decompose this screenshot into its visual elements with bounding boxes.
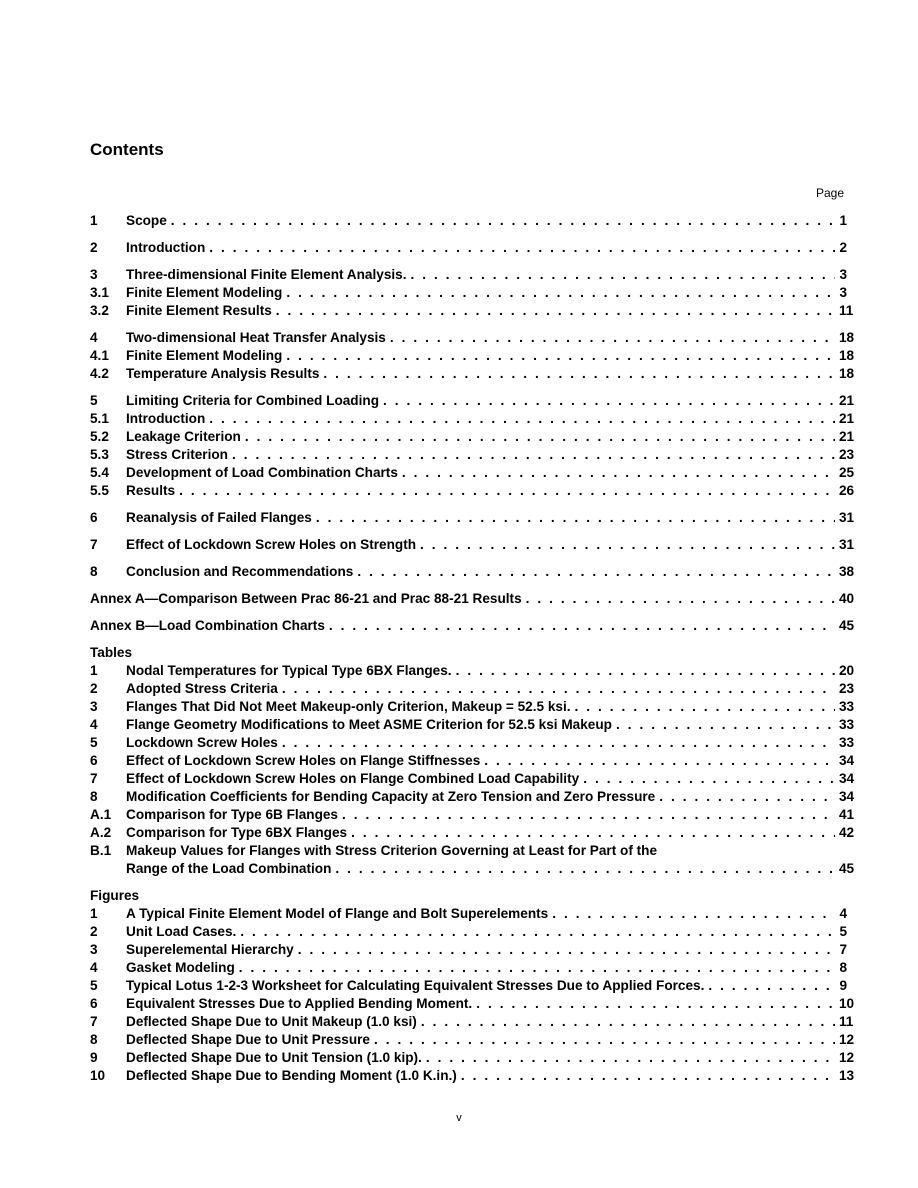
entry-title: Effect of Lockdown Screw Holes on Flange Combined Load Capability xyxy=(126,771,580,786)
toc-entry[interactable] xyxy=(90,239,847,257)
entry-title: Finite Element Results xyxy=(126,303,272,318)
toc-entry[interactable] xyxy=(90,365,855,383)
figure-entry[interactable] xyxy=(90,905,847,923)
entry-number: 3.1 xyxy=(90,285,109,300)
entry-title: Three-dimensional Finite Element Analysis. xyxy=(126,267,407,282)
entry-number: B.1 xyxy=(90,843,112,858)
toc-entry[interactable] xyxy=(90,563,855,581)
table-entry[interactable] xyxy=(90,842,847,860)
entry-page: 40 xyxy=(839,591,855,606)
entry-number: 4 xyxy=(90,960,98,975)
entry-number: 1 xyxy=(90,663,98,678)
entry-page: 23 xyxy=(839,447,855,462)
entry-title: Scope xyxy=(126,213,167,228)
dot-leader xyxy=(316,509,835,527)
entry-number: A.1 xyxy=(90,807,112,822)
toc-entry[interactable] xyxy=(90,509,855,527)
dot-leader xyxy=(209,239,835,257)
entry-number: 5 xyxy=(90,735,98,750)
entry-number: 5.1 xyxy=(90,411,109,426)
entry-title: Effect of Lockdown Screw Holes on Flange Stiffnesses xyxy=(126,753,481,768)
entry-number: 5 xyxy=(90,393,98,408)
dot-leader xyxy=(421,1013,835,1031)
entry-number: 5.5 xyxy=(90,483,109,498)
table-entry[interactable] xyxy=(90,662,855,680)
entry-title: Effect of Lockdown Screw Holes on Strength xyxy=(126,537,417,552)
figure-entry[interactable] xyxy=(90,977,847,995)
entry-number: 7 xyxy=(90,537,98,552)
figure-entry[interactable] xyxy=(90,1013,854,1031)
entry-page: 18 xyxy=(839,366,855,381)
toc-entry[interactable] xyxy=(90,464,855,482)
entry-page: 11 xyxy=(839,1014,854,1029)
entry-page: 34 xyxy=(839,771,855,786)
figures-heading: Figures xyxy=(90,888,140,903)
table-entry[interactable] xyxy=(90,680,855,698)
entry-page: 34 xyxy=(839,789,855,804)
toc-entry-annex-a[interactable] xyxy=(90,590,855,608)
entry-title: Equivalent Stresses Due to Applied Bending Moment. xyxy=(126,996,473,1011)
table-entry[interactable] xyxy=(90,752,855,770)
entry-title: Deflected Shape Due to Unit Makeup (1.0 ksi) xyxy=(126,1014,417,1029)
entry-title: Results xyxy=(126,483,176,498)
table-entry[interactable] xyxy=(90,770,855,788)
table-entry[interactable] xyxy=(90,824,855,842)
entry-title: Adopted Stress Criteria xyxy=(126,681,278,696)
entry-title: Makeup Values for Flanges with Stress Criterion Governing at Least for Part of the xyxy=(126,843,658,858)
entry-number: 8 xyxy=(90,789,98,804)
entry-page: 13 xyxy=(839,1068,855,1083)
entry-title: Deflected Shape Due to Unit Tension (1.0 kip). xyxy=(126,1050,422,1065)
entry-title: Two-dimensional Heat Transfer Analysis xyxy=(126,330,386,345)
dot-leader xyxy=(342,806,835,824)
table-of-contents xyxy=(90,212,855,1085)
entry-title: Annex B—Load Combination Charts xyxy=(90,618,325,633)
dot-leader xyxy=(616,716,835,734)
entry-title: Unit Load Cases. xyxy=(126,924,237,939)
dot-leader xyxy=(411,266,835,284)
entry-page: 42 xyxy=(839,825,855,840)
entry-page: 26 xyxy=(839,483,855,498)
entry-page: 23 xyxy=(839,681,855,696)
dot-leader xyxy=(245,428,835,446)
entry-title: Reanalysis of Failed Flanges xyxy=(126,510,312,525)
entry-title-continuation: Range of the Load Combination xyxy=(126,861,332,876)
entry-title: Development of Load Combination Charts xyxy=(126,465,398,480)
entry-page: 41 xyxy=(839,807,855,822)
entry-number: 3.2 xyxy=(90,303,109,318)
entry-title: Annex A—Comparison Between Prac 86-21 and Prac 88-21 Results xyxy=(90,591,522,606)
entry-title: Flange Geometry Modifications to Meet ASME Criterion for 52.5 ksi Makeup xyxy=(126,717,612,732)
page-column-label: Page xyxy=(816,186,845,200)
dot-leader xyxy=(329,617,835,635)
entry-number: 8 xyxy=(90,564,98,579)
entry-title: Finite Element Modeling xyxy=(126,285,283,300)
dot-leader xyxy=(461,1067,835,1085)
entry-page: 45 xyxy=(839,861,855,876)
entry-page: 18 xyxy=(839,348,855,363)
page-folio: v xyxy=(456,1112,462,1124)
dot-leader xyxy=(583,770,835,788)
page-title: Contents xyxy=(90,140,164,159)
entry-page: 33 xyxy=(839,717,855,732)
toc-entry[interactable] xyxy=(90,212,847,230)
toc-entry[interactable] xyxy=(90,536,855,554)
dot-leader xyxy=(484,752,835,770)
toc-entry[interactable] xyxy=(90,266,847,284)
entry-number: 1 xyxy=(90,906,98,921)
entry-number: 8 xyxy=(90,1032,98,1047)
dot-leader xyxy=(383,392,835,410)
entry-page: 45 xyxy=(839,618,855,633)
entry-title: Typical Lotus 1-2-3 Worksheet for Calculating Equivalent Stresses Due to Applied Forces. xyxy=(126,978,705,993)
dot-leader xyxy=(420,536,835,554)
dot-leader xyxy=(390,329,835,347)
entry-title: Comparison for Type 6B Flanges xyxy=(126,807,338,822)
entry-number: 3 xyxy=(90,699,98,714)
entry-page: 21 xyxy=(839,429,855,444)
dot-leader xyxy=(286,347,835,365)
figure-entry[interactable] xyxy=(90,1067,855,1085)
entry-number: 2 xyxy=(90,240,98,255)
entry-title: Finite Element Modeling xyxy=(126,348,283,363)
entry-page: 4 xyxy=(839,906,847,921)
entry-title: Deflected Shape Due to Unit Pressure xyxy=(126,1032,370,1047)
dot-leader xyxy=(552,905,835,923)
entry-page: 10 xyxy=(839,996,855,1011)
entry-page: 20 xyxy=(839,663,855,678)
dot-leader xyxy=(232,446,835,464)
entry-number: 9 xyxy=(90,1050,98,1065)
dot-leader xyxy=(323,365,835,383)
entry-page: 7 xyxy=(839,942,847,957)
toc-entry[interactable] xyxy=(90,410,855,428)
entry-title: Introduction xyxy=(126,411,206,426)
toc-entry[interactable] xyxy=(90,347,855,365)
dot-leader xyxy=(575,698,835,716)
toc-entry[interactable] xyxy=(90,482,855,500)
entry-title: Gasket Modeling xyxy=(126,960,235,975)
figure-entry[interactable] xyxy=(90,995,855,1013)
entry-title: Nodal Temperatures for Typical Type 6BX Flanges. xyxy=(126,663,452,678)
dot-leader xyxy=(240,923,835,941)
entry-number: 4 xyxy=(90,717,98,732)
entry-page: 25 xyxy=(839,465,855,480)
entry-page: 34 xyxy=(839,753,855,768)
table-entry[interactable] xyxy=(90,716,855,734)
dot-leader xyxy=(179,482,835,500)
toc-entry[interactable] xyxy=(90,392,855,410)
dot-leader xyxy=(351,824,835,842)
entry-page: 21 xyxy=(839,411,855,426)
entry-title: Comparison for Type 6BX Flanges xyxy=(126,825,348,840)
entry-number: 5.4 xyxy=(90,465,109,480)
entry-number: 5 xyxy=(90,978,98,993)
dot-leader xyxy=(402,464,835,482)
entry-number: 4.1 xyxy=(90,348,109,363)
dot-leader xyxy=(239,959,835,977)
dot-leader xyxy=(426,1049,835,1067)
dot-leader xyxy=(286,284,835,302)
entry-title: Stress Criterion xyxy=(126,447,228,462)
entry-title: Introduction xyxy=(126,240,206,255)
entry-number: A.2 xyxy=(90,825,112,840)
figure-entry[interactable] xyxy=(90,941,847,959)
dot-leader xyxy=(708,977,835,995)
dot-leader xyxy=(282,680,835,698)
entry-number: 6 xyxy=(90,510,98,525)
toc-entry[interactable] xyxy=(90,302,854,320)
dot-leader xyxy=(526,590,835,608)
entry-number: 4 xyxy=(90,330,98,345)
entry-title: Temperature Analysis Results xyxy=(126,366,320,381)
table-entry[interactable] xyxy=(90,806,855,824)
entry-title: Limiting Criteria for Combined Loading xyxy=(126,393,379,408)
table-entry[interactable] xyxy=(90,698,855,716)
dot-leader xyxy=(456,662,835,680)
entry-page: 1 xyxy=(839,213,847,228)
entry-page: 38 xyxy=(839,564,855,579)
dot-leader xyxy=(476,995,835,1013)
entry-number: 5.2 xyxy=(90,429,109,444)
toc-entry[interactable] xyxy=(90,446,855,464)
entry-number: 1 xyxy=(90,213,98,228)
entry-number: 7 xyxy=(90,771,98,786)
toc-entry[interactable] xyxy=(90,329,855,347)
dot-leader xyxy=(659,788,835,806)
dot-leader xyxy=(209,410,835,428)
entry-number: 3 xyxy=(90,267,98,282)
entry-number: 5.3 xyxy=(90,447,109,462)
table-entry[interactable] xyxy=(90,788,855,806)
entry-title: Superelemental Hierarchy xyxy=(126,942,294,957)
entry-number: 6 xyxy=(90,753,98,768)
tables-heading: Tables xyxy=(90,645,133,660)
entry-number: 6 xyxy=(90,996,98,1011)
table-entry[interactable] xyxy=(90,734,855,752)
entry-title: Deflected Shape Due to Bending Moment (1.0 K.in.) xyxy=(126,1068,457,1083)
entry-page: 5 xyxy=(839,924,847,939)
entry-page: 12 xyxy=(839,1032,855,1047)
entry-title: Flanges That Did Not Meet Makeup-only Criterion, Makeup = 52.5 ksi. xyxy=(126,699,571,714)
entry-number: 10 xyxy=(90,1068,106,1083)
entry-page: 33 xyxy=(839,699,855,714)
entry-number: 7 xyxy=(90,1014,98,1029)
entry-title: A Typical Finite Element Model of Flange and Bolt Superelements xyxy=(126,906,549,921)
entry-page: 31 xyxy=(839,510,855,525)
entry-number: 2 xyxy=(90,681,98,696)
entry-page: 3 xyxy=(839,285,847,300)
entry-number: 3 xyxy=(90,942,98,957)
dot-leader xyxy=(171,212,835,230)
entry-number: 4.2 xyxy=(90,366,109,381)
table-entry-continuation[interactable] xyxy=(90,860,855,878)
entry-title: Lockdown Screw Holes xyxy=(126,735,278,750)
toc-entry-annex-b[interactable] xyxy=(90,617,855,635)
entry-page: 11 xyxy=(839,303,854,318)
entry-page: 2 xyxy=(839,240,847,255)
entry-page: 3 xyxy=(839,267,847,282)
entry-page: 31 xyxy=(839,537,855,552)
entry-page: 18 xyxy=(839,330,855,345)
entry-title: Modification Coefficients for Bending Capacity at Zero Tension and Zero Pressure xyxy=(126,789,656,804)
figure-entry[interactable] xyxy=(90,959,847,977)
dot-leader xyxy=(374,1031,835,1049)
dot-leader xyxy=(335,860,835,878)
dot-leader xyxy=(276,302,835,320)
dot-leader xyxy=(282,734,835,752)
entry-title: Leakage Criterion xyxy=(126,429,241,444)
entry-number: 2 xyxy=(90,924,98,939)
entry-page: 33 xyxy=(839,735,855,750)
dot-leader xyxy=(357,563,835,581)
entry-page: 21 xyxy=(839,393,855,408)
dot-leader xyxy=(298,941,835,959)
entry-title: Conclusion and Recommendations xyxy=(126,564,354,579)
toc-entry[interactable] xyxy=(90,428,855,446)
entry-page: 8 xyxy=(839,960,847,975)
figure-entry[interactable] xyxy=(90,1049,855,1067)
entry-page: 9 xyxy=(839,978,847,993)
figure-entry[interactable] xyxy=(90,923,847,941)
entry-page: 12 xyxy=(839,1050,855,1065)
figure-entry[interactable] xyxy=(90,1031,855,1049)
toc-entry[interactable] xyxy=(90,284,847,302)
